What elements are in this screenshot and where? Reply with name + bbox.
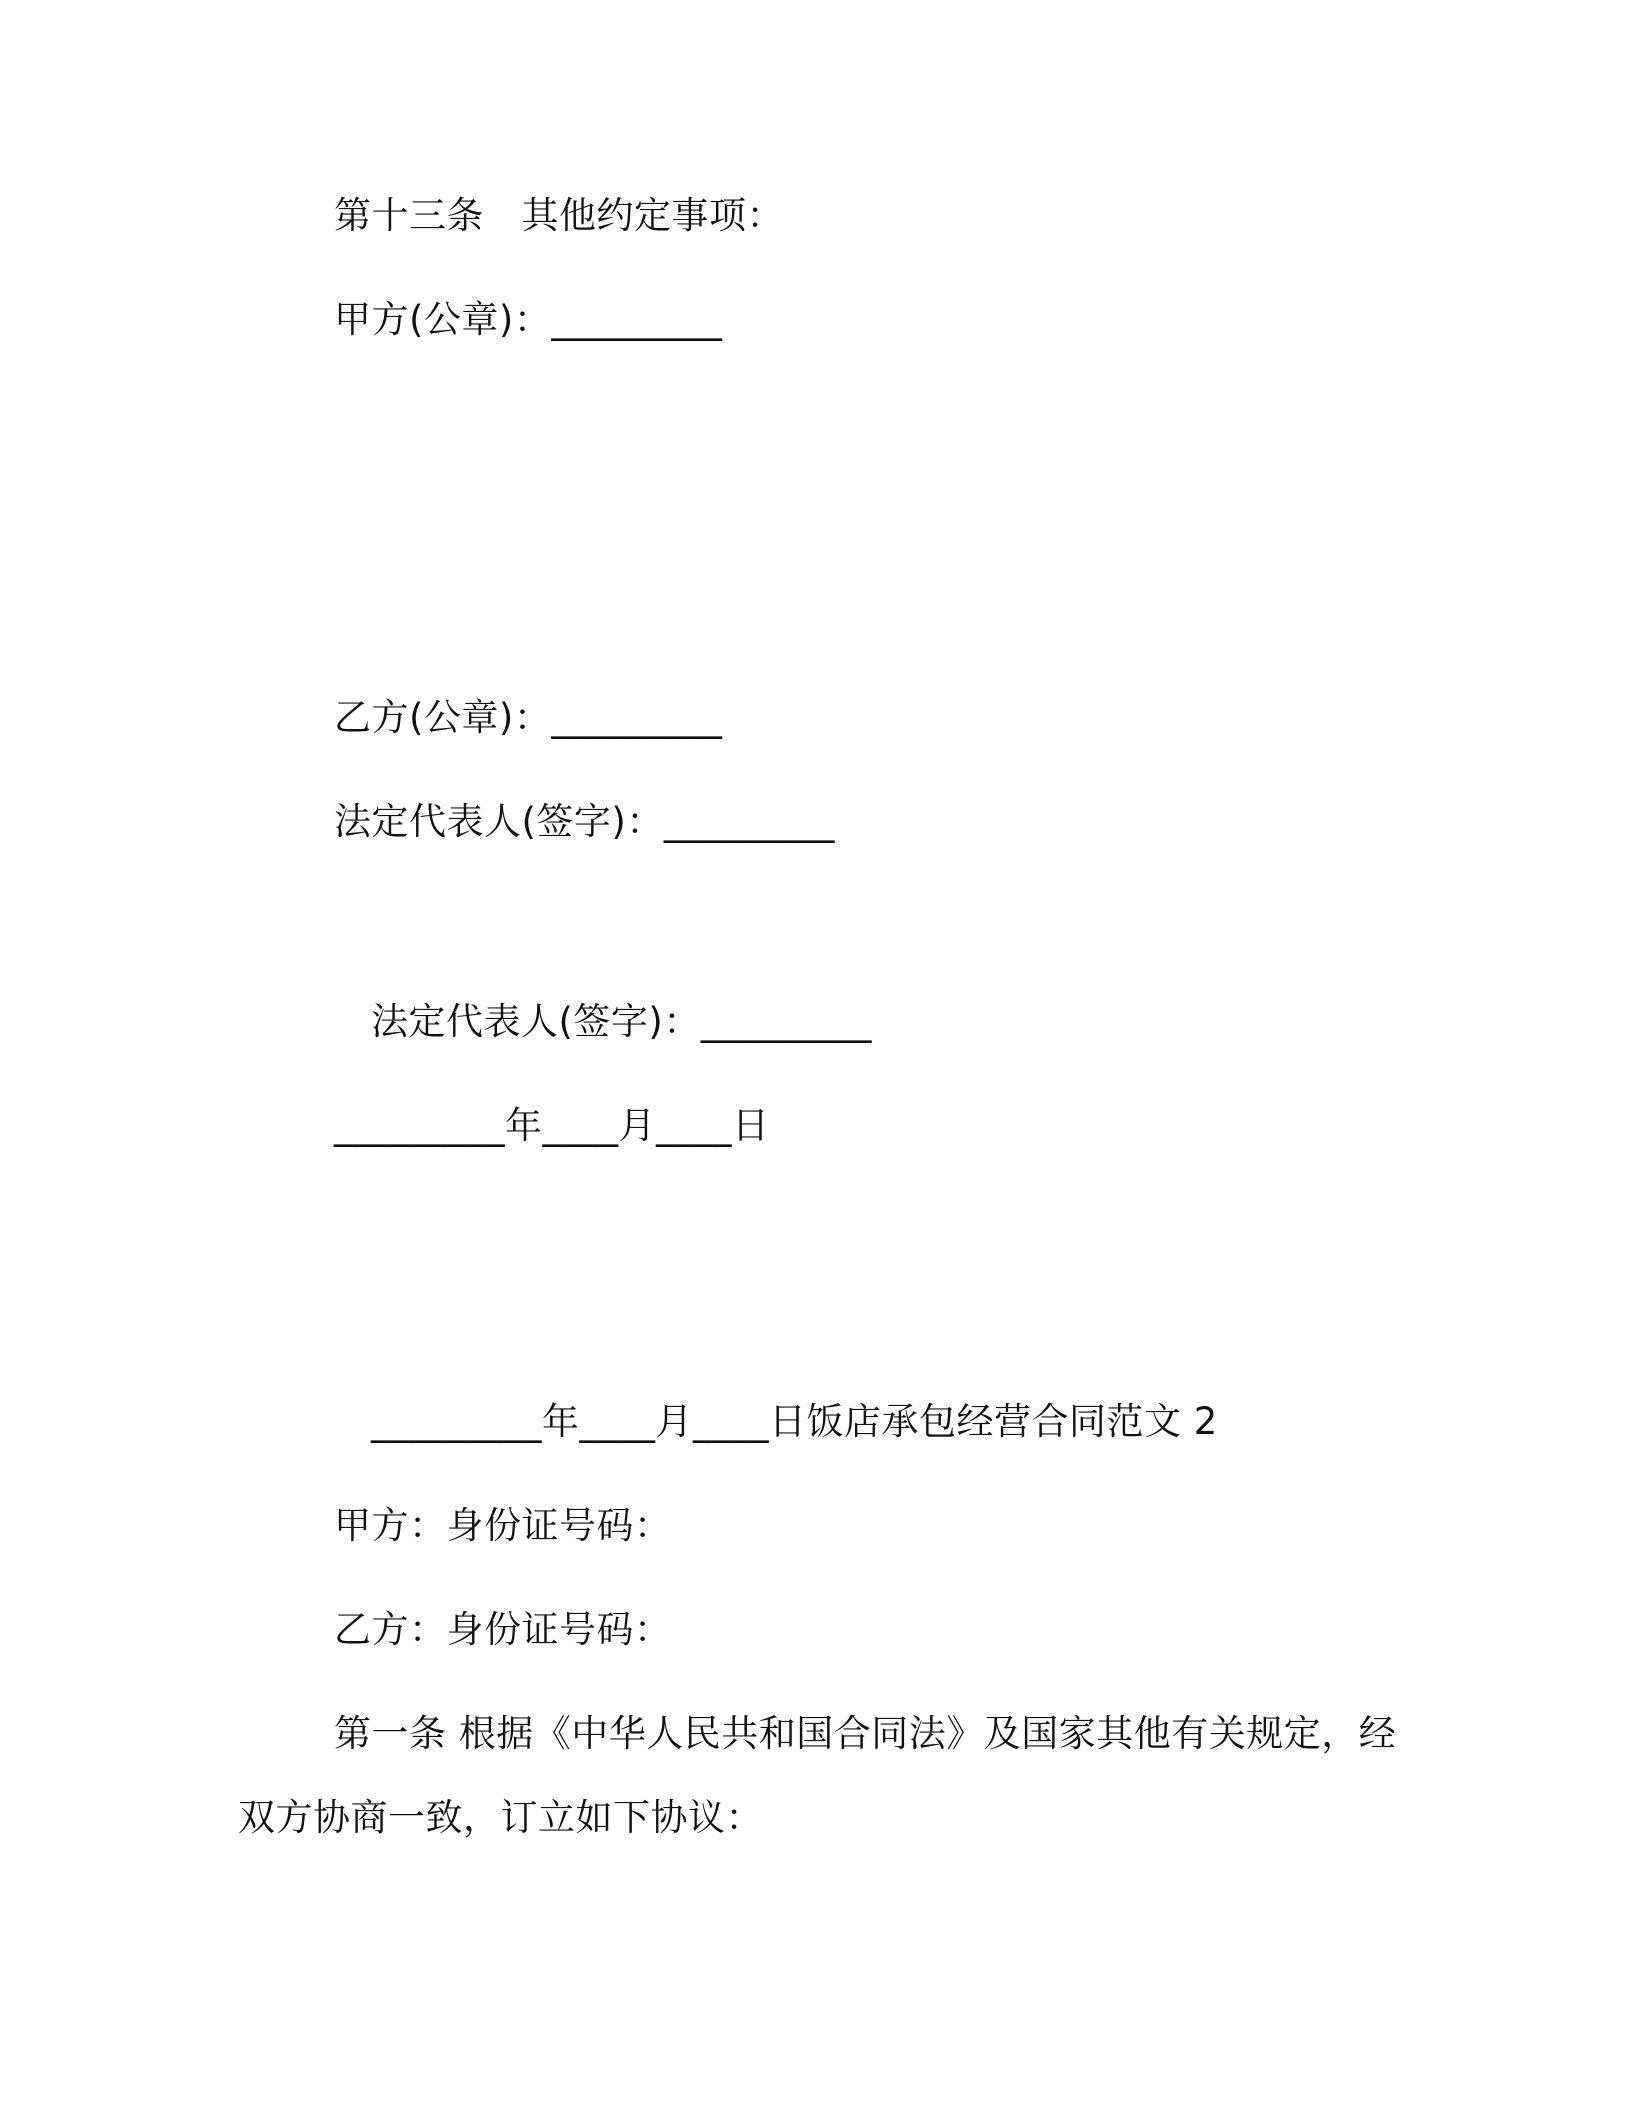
article-1-paragraph-line-2: 双方协商一致，订立如下协议： xyxy=(238,1796,763,1839)
party-b-id-line: 乙方：身份证号码： xyxy=(334,1608,672,1651)
contract-2-title-line: _________年____月____日饭店承包经营合同范文 2 xyxy=(371,1400,1218,1443)
article-1-paragraph-line-1: 第一条 根据《中华人民共和国合同法》及国家其他有关规定，经 xyxy=(334,1712,1397,1755)
legal-rep-signature-line: 法定代表人(签字)：_________ xyxy=(334,800,835,843)
legal-rep-signature-line-2: 法定代表人(签字)：_________ xyxy=(371,1000,872,1043)
article-13-heading: 第十三条 其他约定事项： xyxy=(334,194,784,237)
date-line: _________年____月____日 xyxy=(334,1104,770,1147)
party-a-seal-line: 甲方(公章)：_________ xyxy=(334,298,723,341)
party-b-seal-line: 乙方(公章)：_________ xyxy=(334,696,723,739)
party-a-id-line: 甲方：身份证号码： xyxy=(334,1504,672,1547)
